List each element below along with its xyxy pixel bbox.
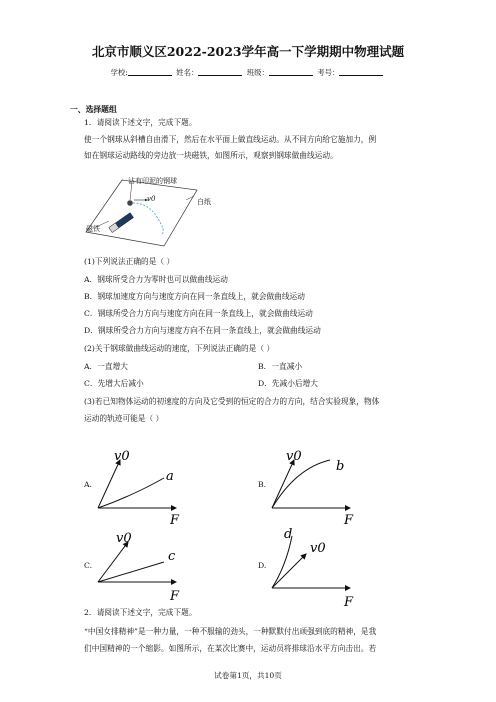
graph-b xyxy=(266,444,366,528)
section-heading: 一、选择题组 xyxy=(70,105,117,114)
steel-ball xyxy=(127,200,133,206)
graph-c-force-label: F xyxy=(170,589,180,604)
name-label: 姓名： xyxy=(176,68,199,77)
graph-a xyxy=(92,444,192,528)
graph-b-force-label: F xyxy=(344,513,354,528)
figure-velocity-label: v0 xyxy=(147,195,156,203)
sub1-option-c[interactable]: C．钢球所受合力方向与速度方向在同一条直线上，就会做曲线运动 xyxy=(84,309,313,318)
graph-a-option-label[interactable]: A. xyxy=(84,480,92,489)
graph-b-trajectory xyxy=(272,460,330,508)
graph-d-option-label[interactable]: D. xyxy=(258,561,267,570)
graph-a-trajectory xyxy=(98,478,164,508)
sub2-option-c[interactable]: C．先增大后减小 xyxy=(84,379,144,388)
school-label: 学校: xyxy=(110,68,128,77)
graph-d-force-label: F xyxy=(344,595,354,608)
graph-d-curve-label: d xyxy=(284,527,293,542)
graph-d-velocity-arrow xyxy=(272,554,306,588)
school-blank[interactable] xyxy=(128,68,172,76)
class-blank[interactable] xyxy=(269,68,313,76)
page-title: 北京市顺义区2022-2023学年高一下学期期中物理试题 xyxy=(91,44,405,59)
graph-c xyxy=(92,524,192,608)
graph-c-trajectory xyxy=(98,562,164,582)
graph-c-option-label[interactable]: C. xyxy=(84,561,93,570)
sub3-stem-line2: 运动的轨迹可能是（ ） xyxy=(84,414,164,423)
q1-intro: 1．请阅读下述文字，完成下题。 xyxy=(84,118,197,127)
sub1-option-b[interactable]: B．钢球加速度方向与速度方向在同一条直线上，就会做曲线运动 xyxy=(84,292,305,301)
sub3-stem-line1: (3)若已知物体运动的初速度的方向及它受到的恒定的合力的方向，结合实验现象，物体 xyxy=(84,397,380,406)
graph-c-velocity-arrow xyxy=(98,542,128,582)
sub2-stem: (2)关于钢球做曲线运动的速度，下列说法正确的是（ ） xyxy=(84,344,275,353)
graph-a-v-label: v0 xyxy=(114,449,130,464)
graph-d-v-label: v0 xyxy=(310,541,326,556)
graph-c-v-label: v0 xyxy=(116,531,132,546)
q2-paragraph-line2: 们中国精神的一个缩影。如图所示，在某次比赛中，运动员将排球沿水平方向击出。若 xyxy=(84,644,377,653)
sub2-option-b[interactable]: B．一直减小 xyxy=(258,362,303,371)
sub1-option-d[interactable]: D．钢球所受合力方向与速度方向不在同一条直线上，就会做曲线运动 xyxy=(84,326,321,335)
q2-paragraph-line1: “中国女排精神”是一种力量，一种不服输的劲头，一种默默付出顽强到底的精神，是我 xyxy=(84,627,377,636)
magnet-label: 磁铁 xyxy=(86,225,100,233)
ball-label: 沾有印泥的钢球 xyxy=(128,177,177,185)
sub2-option-d[interactable]: D．先减小后增大 xyxy=(258,379,318,388)
white-paper-sheet xyxy=(86,180,197,246)
q1-paragraph-line2: 如在钢球运动路线的旁边放一块磁铁，如图所示，观察到钢球做曲线运动。 xyxy=(84,151,338,160)
graph-b-option-label[interactable]: B. xyxy=(258,480,267,489)
graph-b-curve-label: b xyxy=(336,459,345,474)
ball-trajectory xyxy=(133,203,163,234)
sub1-stem: (1)下列说法正确的是（ ） xyxy=(84,257,175,266)
sub2-option-a[interactable]: A．一直增大 xyxy=(84,362,128,371)
exam-number-blank[interactable] xyxy=(339,68,383,76)
graph-a-curve-label: a xyxy=(166,469,174,484)
q2-intro: 2．请阅读下述文字，完成下题。 xyxy=(84,608,197,617)
graph-a-force-label: F xyxy=(170,513,180,528)
sub1-option-a[interactable]: A．钢球所受合力为零时也可以做曲线运动 xyxy=(84,275,228,284)
name-blank[interactable] xyxy=(198,68,242,76)
page-footer: 试卷第1页，共10页 xyxy=(214,671,282,680)
q1-paragraph-line1: 使一个钢球从斜槽自由滑下，然后在水平面上做直线运动。从不同方向给它施加力，例 xyxy=(84,135,377,144)
student-info-line xyxy=(0,67,496,78)
paper-label: 白纸 xyxy=(197,198,211,206)
graph-c-curve-label: c xyxy=(168,549,176,564)
graph-b-v-label: v0 xyxy=(286,449,302,464)
exam-number-label: 考号： xyxy=(317,68,340,77)
class-label: 班级： xyxy=(246,68,269,77)
graph-d-trajectory xyxy=(272,536,292,588)
paper-leader-line xyxy=(186,196,194,200)
graph-d xyxy=(266,524,366,608)
graph-b-velocity-arrow xyxy=(272,460,294,508)
magnet-bar xyxy=(109,213,134,233)
